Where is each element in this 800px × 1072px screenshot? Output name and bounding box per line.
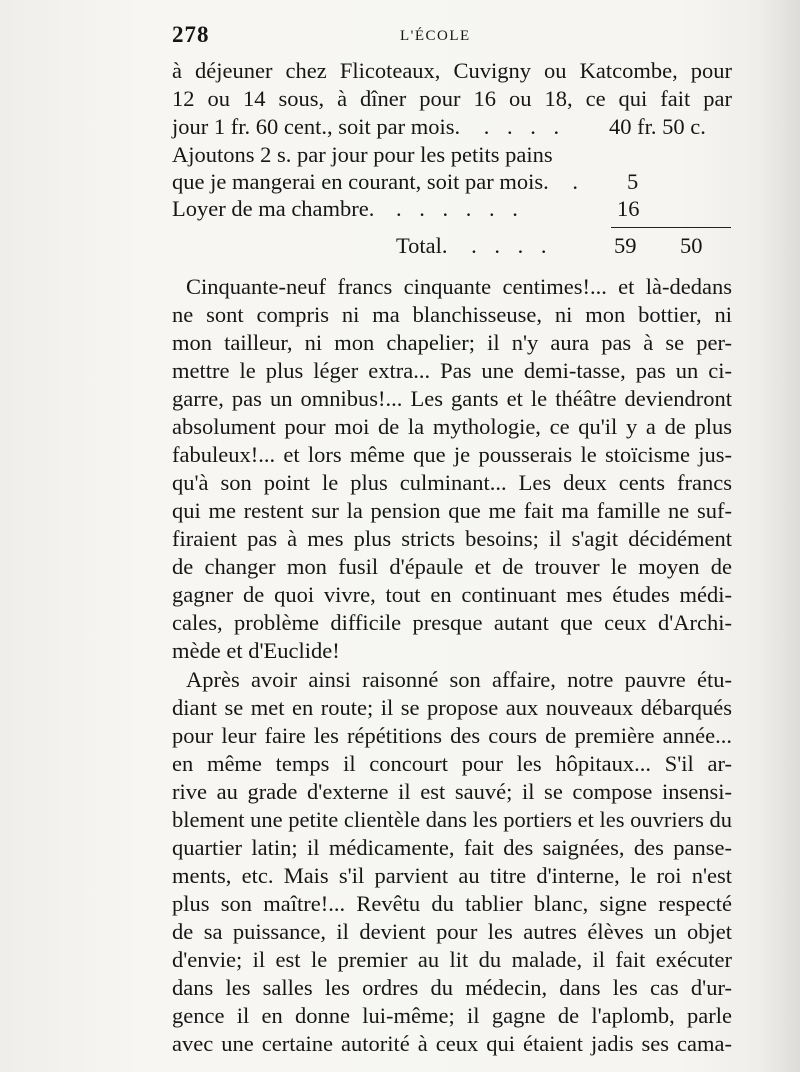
- text-line: blement une petite clientèle dans les portiers et les ouvriers du: [172, 807, 732, 832]
- leader-dots: .: [572, 169, 579, 194]
- expense-label: que je mangerai en courant, soit par mois.: [172, 169, 549, 194]
- text-line: d'envie; il est le premier au lit du malade, il fait exécuter: [172, 947, 732, 972]
- text-line: quartier latin; il médicamente, fait des saignées, des panse-: [172, 835, 732, 860]
- text-line: firaient pas à mes plus stricts besoins; il s'agit décidément: [172, 526, 732, 551]
- text-line: mettre le plus léger extra... Pas une demi-tasse, pas un ci-: [172, 358, 732, 383]
- text-line: dans les salles les ordres du médecin, dans les cas d'ur-: [172, 975, 732, 1000]
- running-title: L'ÉCOLE: [400, 28, 471, 44]
- text-line: Cinquante-neuf francs cinquante centimes!... et là-dedans: [186, 274, 732, 299]
- text-line: plus son maître!... Revêtu du tablier blanc, signe respecté: [172, 891, 732, 916]
- text-line: Ajoutons 2 s. par jour pour les petits pains: [172, 142, 553, 167]
- text-line: garre, pas un omnibus!... Les gants et le théâtre deviendront: [172, 386, 732, 411]
- expense-label: jour 1 fr. 60 cent., soit par mois.: [172, 114, 461, 139]
- expense-row: [172, 168, 578, 196]
- sum-rule: [611, 227, 731, 228]
- text-line: cales, problème difficile presque autant que ceux d'Archi-: [172, 610, 732, 635]
- total-cents: 50: [680, 233, 703, 258]
- text-line: de changer mon fusil d'épaule et de trouver le moyen de: [172, 554, 732, 579]
- expense-row: [172, 195, 524, 223]
- page-edge-shadow: [760, 0, 800, 1072]
- text-line: à déjeuner chez Flicoteaux, Cuvigny ou Katcombe, pour: [172, 58, 732, 83]
- leader-dots: . . . . . .: [396, 196, 524, 221]
- expense-amount: 5: [627, 169, 639, 194]
- text-line: qui me restent sur la pension que me fait ma famille ne suf-: [172, 498, 732, 523]
- text-line: mède et d'Euclide!: [172, 638, 340, 663]
- text-line: Après avoir ainsi raisonné son affaire, notre pauvre étu-: [186, 667, 732, 692]
- text-line: de sa puissance, il devient pour les autres élèves un objet: [172, 919, 732, 944]
- text-line: rive au grade d'externe il est sauvé; il se compose insensi-: [172, 779, 732, 804]
- total-francs: 59: [614, 233, 637, 258]
- text-line: pour leur faire les répétitions des cours de première année...: [172, 723, 732, 748]
- expense-label: Loyer de ma chambre.: [172, 196, 375, 221]
- expense-amount: 40 fr. 50 c.: [609, 114, 706, 139]
- expense-amount: 16: [617, 196, 640, 221]
- text-line: qu'à son point le plus culminant... Les deux cents francs: [172, 470, 732, 495]
- leader-dots: . . . .: [483, 114, 566, 139]
- text-line: avec une certaine autorité à ceux qui étaient jadis ses cama-: [172, 1031, 732, 1056]
- total-row: [396, 232, 553, 260]
- text-line: gagner de quoi vivre, tout en continuant mes études médi-: [172, 582, 732, 607]
- text-line: ne sont compris ni ma blanchisseuse, ni mon bottier, ni: [172, 302, 732, 327]
- total-label: Total.: [396, 233, 448, 258]
- text-line: en même temps il concourt pour les hôpitaux... S'il ar-: [172, 751, 732, 776]
- leader-dots: . . . .: [471, 233, 553, 258]
- text-line: ments, etc. Mais s'il parvient au titre d'interne, le roi n'est: [172, 863, 732, 888]
- expense-row: [172, 113, 565, 141]
- text-line: 12 ou 14 sous, à dîner pour 16 ou 18, ce qui fait par: [172, 86, 732, 111]
- page-header: [172, 22, 732, 52]
- text-line: fabuleux!... et lors même que je pousserais le stoïcisme jus-: [172, 442, 732, 467]
- text-line: mon tailleur, ni mon chapelier; il n'y aura pas à se per-: [172, 330, 732, 355]
- text-line: diant se met en route; il se propose aux nouveaux débarqués: [172, 695, 732, 720]
- page-number: 278: [172, 22, 210, 47]
- text-line: gence il en donne lui-même; il gagne de l'aplomb, parle: [172, 1003, 732, 1028]
- text-line: absolument pour moi de la mythologie, ce qu'il y a de plus: [172, 414, 732, 439]
